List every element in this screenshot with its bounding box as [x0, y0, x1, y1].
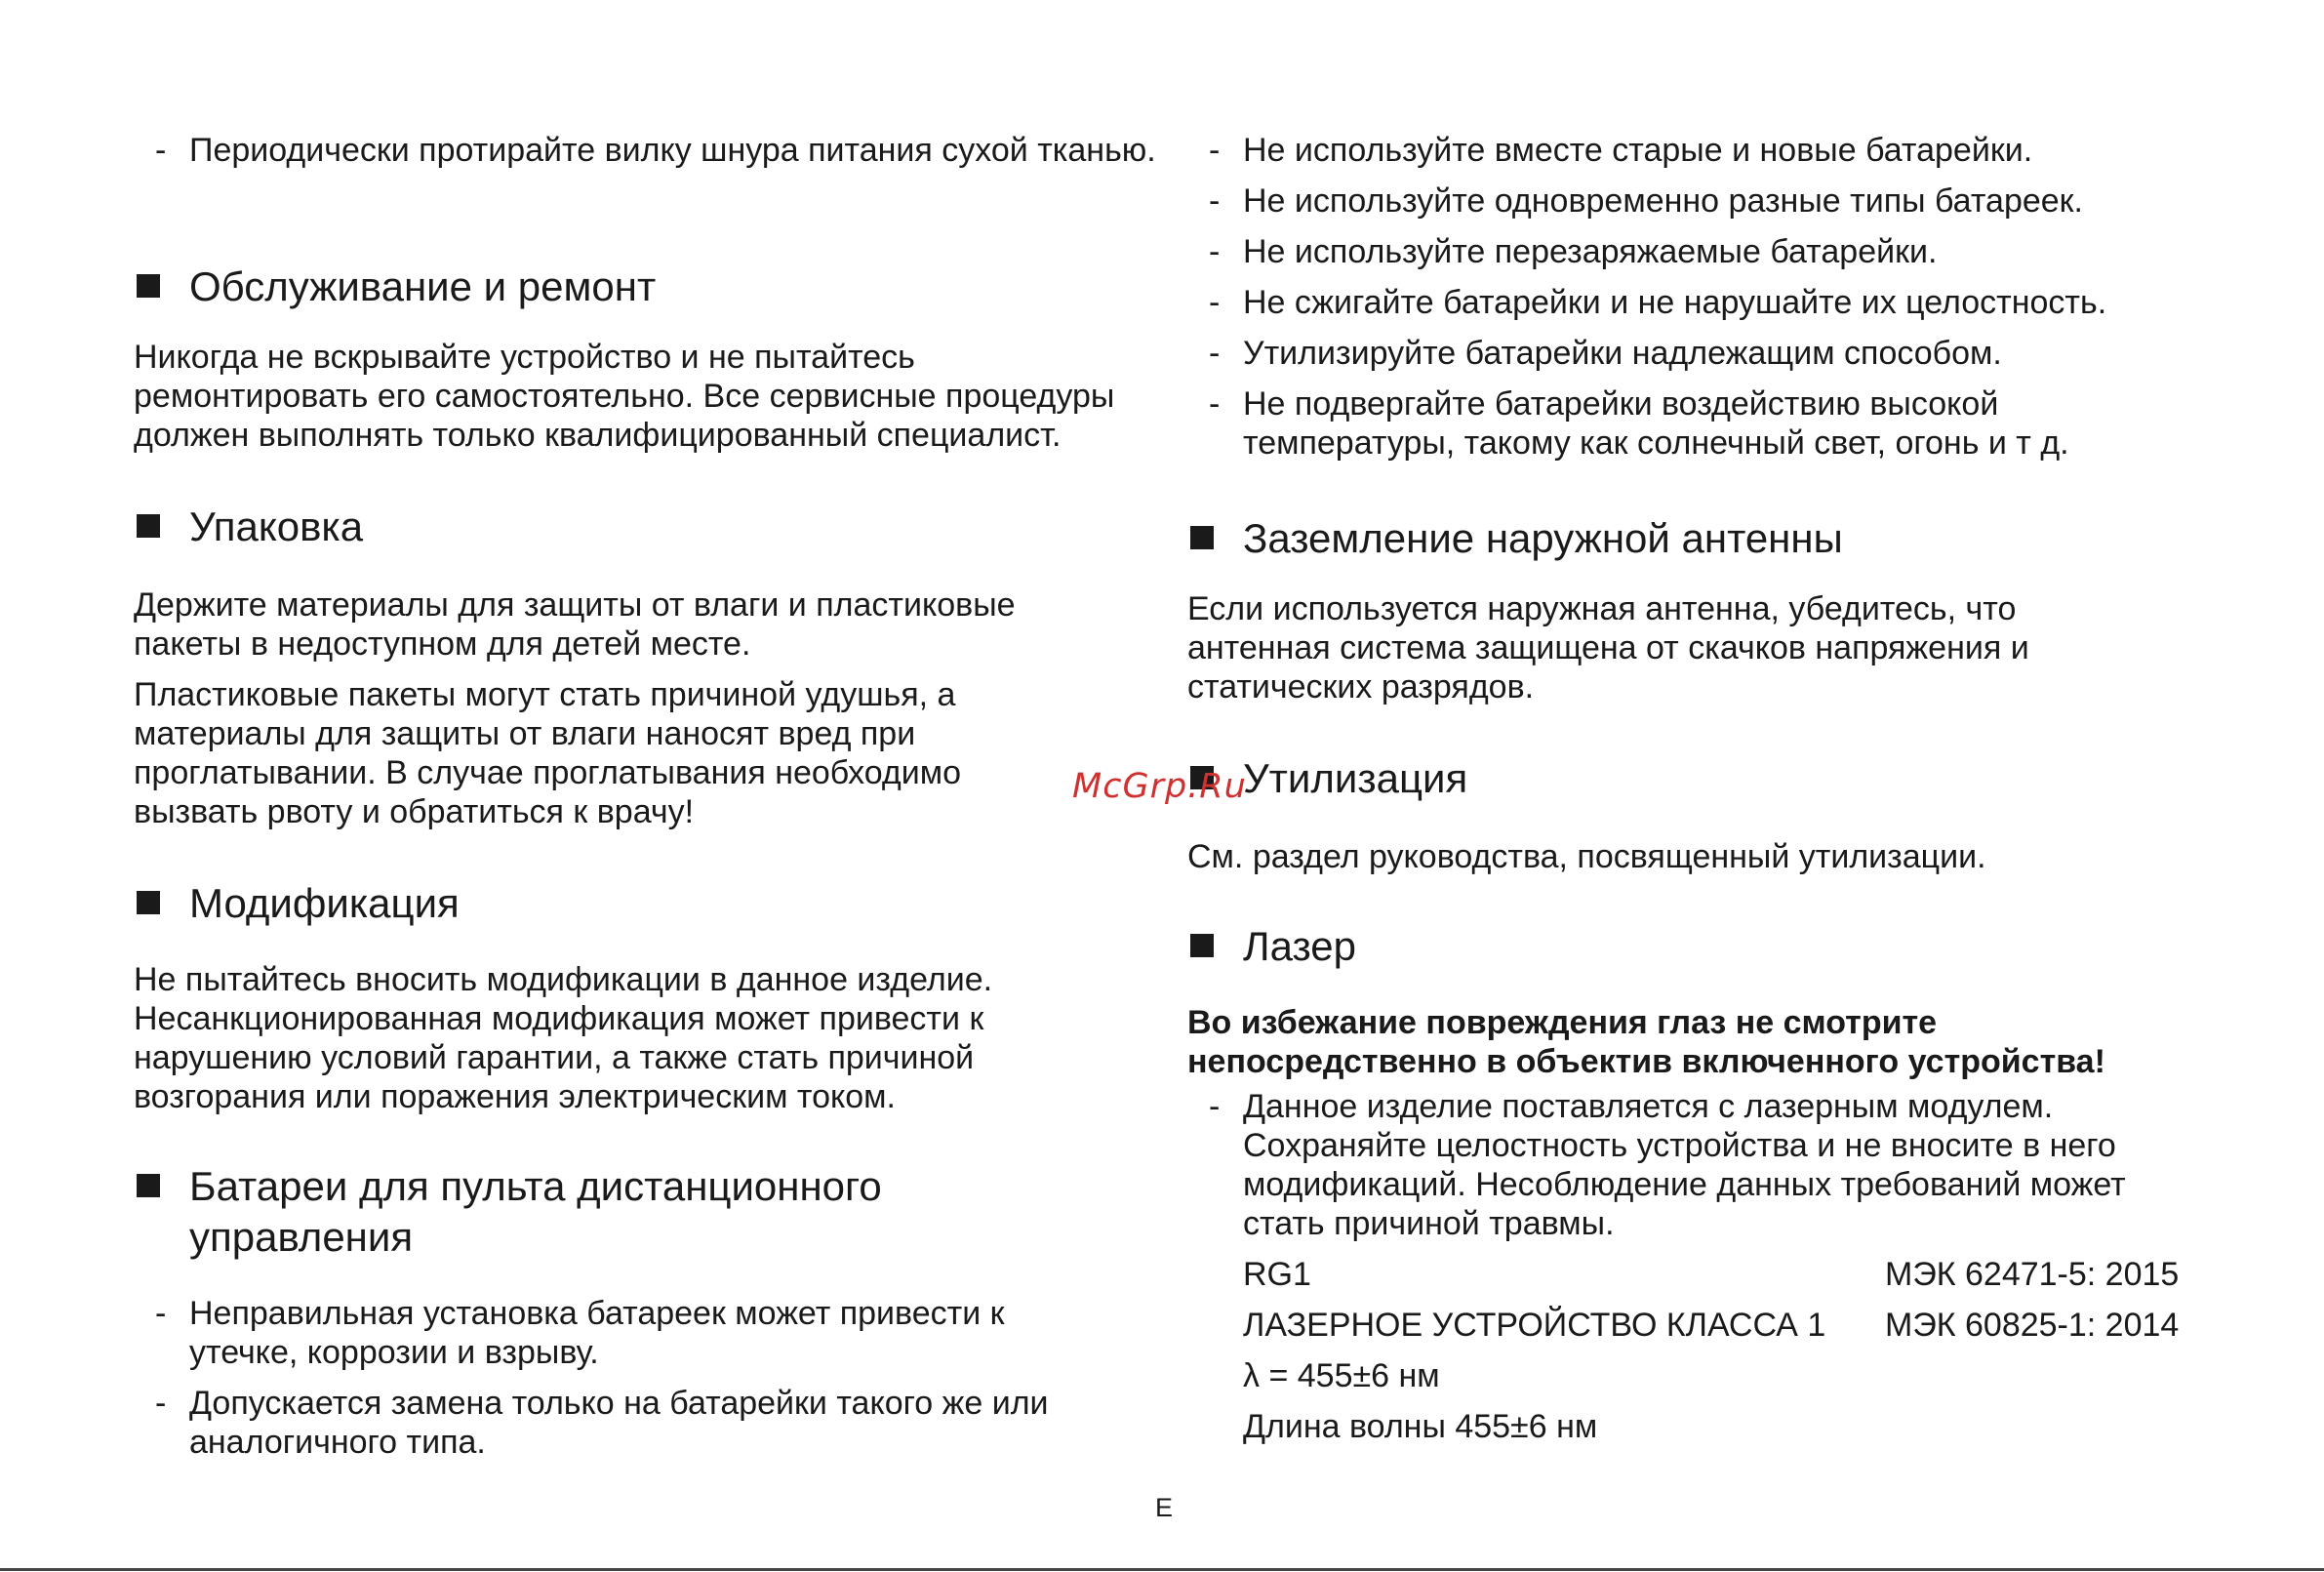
- spec-label: λ = 455±6 нм: [1243, 1357, 1440, 1394]
- list-dash: -: [155, 1295, 167, 1332]
- heading-text: Упаковка: [189, 504, 364, 549]
- square-bullet-icon: [137, 274, 160, 298]
- heading-text: Заземление наружной антенны: [1243, 515, 1843, 561]
- modification-text: Не пытайтесь вносить модификации в данное изделие. Несанкционированная модификация может привести к нарушению условий гарантии, а также стать причиной возгорания или поражения электрическим током.: [134, 961, 993, 1115]
- square-bullet-icon: [137, 514, 160, 538]
- right-column: [1187, 0, 2222, 1572]
- list-dash: -: [1209, 1088, 1221, 1125]
- left-column: [134, 0, 1168, 1572]
- packaging-text-1: Держите материалы для защиты от влаги и пластиковые пакеты в недоступном для детей месте.: [134, 586, 1016, 663]
- square-bullet-icon: [137, 1174, 160, 1197]
- list-dash: -: [1209, 182, 1221, 220]
- list-item-text: Не подвергайте батарейки воздействию высокой температуры, такому как солнечный свет, огонь и т д.: [1243, 385, 2069, 462]
- spec-standard: МЭК 62471-5: 2015: [1885, 1256, 2180, 1293]
- list-dash: -: [1209, 284, 1221, 321]
- list-item-text: Периодически протирайте вилку шнура питания сухой тканью.: [189, 132, 1156, 169]
- spec-label: ЛАЗЕРНОЕ УСТРОЙСТВО КЛАССА 1: [1243, 1307, 1826, 1344]
- spec-standard: МЭК 60825-1: 2014: [1885, 1307, 2180, 1344]
- grounding-text: Если используется наружная антенна, убедитесь, что антенная система защищена от скачков напряжения и статических разрядов.: [1187, 590, 2029, 705]
- list-item-text: Допускается замена только на батарейки такого же или аналогичного типа.: [189, 1385, 1049, 1461]
- maintenance-text: Никогда не вскрывайте устройство и не пытайтесь ремонтировать его самостоятельно. Все сервисные процедуры должен выполнять только квалифицированный специалист.: [134, 339, 1115, 454]
- list-dash: -: [1209, 385, 1221, 423]
- square-bullet-icon: [137, 891, 160, 914]
- heading-text: Обслуживание и ремонт: [189, 263, 657, 309]
- list-item-text: Не используйте одновременно разные типы батареек.: [1243, 182, 2083, 220]
- list-dash: -: [155, 132, 167, 169]
- list-item-text: Неправильная установка батареек может привести к утечке, коррозии и взрыву.: [189, 1295, 1005, 1371]
- square-bullet-icon: [1190, 526, 1214, 549]
- disposal-text: См. раздел руководства, посвященный утилизации.: [1187, 838, 1986, 875]
- list-item-text: Не используйте вместе старые и новые батарейки.: [1243, 132, 2033, 169]
- heading-text: Утилизация: [1243, 755, 1468, 801]
- page-number: E: [1155, 1493, 1174, 1522]
- list-dash: -: [1209, 335, 1221, 372]
- list-item-text: Не сжигайте батарейки и не нарушайте их целостность.: [1243, 284, 2107, 321]
- laser-warning: Во избежание повреждения глаз не смотрите непосредственно в объектив включенного устройства!: [1187, 1004, 2105, 1080]
- list-dash: -: [155, 1385, 167, 1422]
- spec-label: RG1: [1243, 1256, 1311, 1293]
- list-item-text: Не используйте перезаряжаемые батарейки.: [1243, 233, 1938, 270]
- list-dash: -: [1209, 132, 1221, 169]
- bottom-divider: [0, 1568, 2324, 1571]
- heading-text: Батареи для пульта дистанционного управления: [189, 1163, 882, 1260]
- watermark: McGrp.Ru: [1072, 767, 1247, 806]
- heading-text: Лазер: [1243, 923, 1356, 969]
- list-item-text: Утилизируйте батарейки надлежащим способом.: [1243, 335, 2002, 372]
- list-item-text: Данное изделие поставляется с лазерным модулем. Сохраняйте целостность устройства и не вносите в него модификаций. Несоблюдение данных требований может стать причиной травмы.: [1243, 1088, 2126, 1242]
- heading-text: Модификация: [189, 880, 460, 926]
- packaging-text-2: Пластиковые пакеты могут стать причиной удушья, а материалы для защиты от влаги наносят вред при проглатывании. В случае проглатывания необходимо вызвать рвоту и обратиться к врачу!: [134, 676, 962, 830]
- list-dash: -: [1209, 233, 1221, 270]
- square-bullet-icon: [1190, 934, 1214, 957]
- spec-label: Длина волны 455±6 нм: [1243, 1408, 1598, 1445]
